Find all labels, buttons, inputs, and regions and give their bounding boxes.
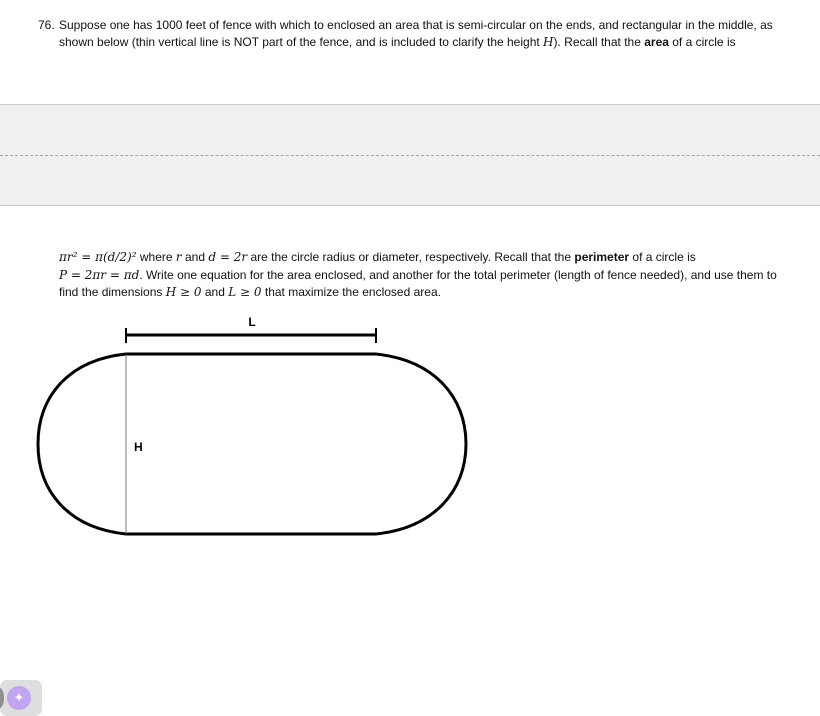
fab-edge — [0, 688, 4, 708]
of-circle-text: of a circle is — [629, 250, 696, 264]
problem-statement — [38, 17, 778, 51]
where-text: where — [136, 250, 176, 264]
problem-intro-line2 — [38, 34, 778, 51]
area-formula: πr² = π(d/2)² — [59, 250, 137, 264]
fence-diagram — [0, 305, 500, 555]
are-text: are the circle radius or diameter, respectively. Recall that the — [247, 250, 575, 264]
and-text-2: and — [201, 285, 229, 299]
page-break-band — [0, 104, 820, 206]
assistant-button[interactable] — [0, 680, 42, 716]
instruction-text: . Write one equation for the area enclosed, and another for the total perimeter (length of fence needed), and use them to — [139, 267, 777, 282]
intro-text-b: ). Recall that the — [553, 35, 645, 49]
perimeter-formula: P = 2πr = πd — [59, 267, 140, 282]
problem-continuation — [59, 249, 789, 302]
end-text: that maximize the enclosed area. — [261, 285, 441, 299]
radius-variable: r — [175, 250, 182, 264]
fence-right-semicircle — [376, 354, 466, 534]
length-label: L — [248, 315, 256, 329]
intro-text-c: of a circle is — [668, 35, 736, 49]
problem-intro-line1: Suppose one has 1000 feet of fence with which to enclosed an area that is semi-circular on the ends, and rectangular in the middle, as — [59, 18, 773, 32]
intro-text-a: shown below (thin vertical line is NOT part of the fence, and is included to clarify the height — [59, 35, 544, 49]
and-text: and — [181, 250, 209, 264]
length-condition: L ≥ 0 — [228, 285, 262, 299]
height-label: H — [134, 440, 143, 454]
fence-left-semicircle — [38, 354, 126, 534]
diameter-equation: d = 2r — [208, 250, 248, 264]
height-variable: H — [543, 35, 554, 49]
page-break-divider — [0, 155, 820, 156]
area-keyword: area — [644, 35, 669, 49]
height-condition: H ≥ 0 — [165, 285, 202, 299]
find-text: find the dimensions — [59, 285, 166, 299]
problem-number: 76. — [38, 18, 55, 32]
sparkle-icon: ✦ — [7, 686, 31, 710]
perimeter-keyword: perimeter — [574, 250, 630, 264]
